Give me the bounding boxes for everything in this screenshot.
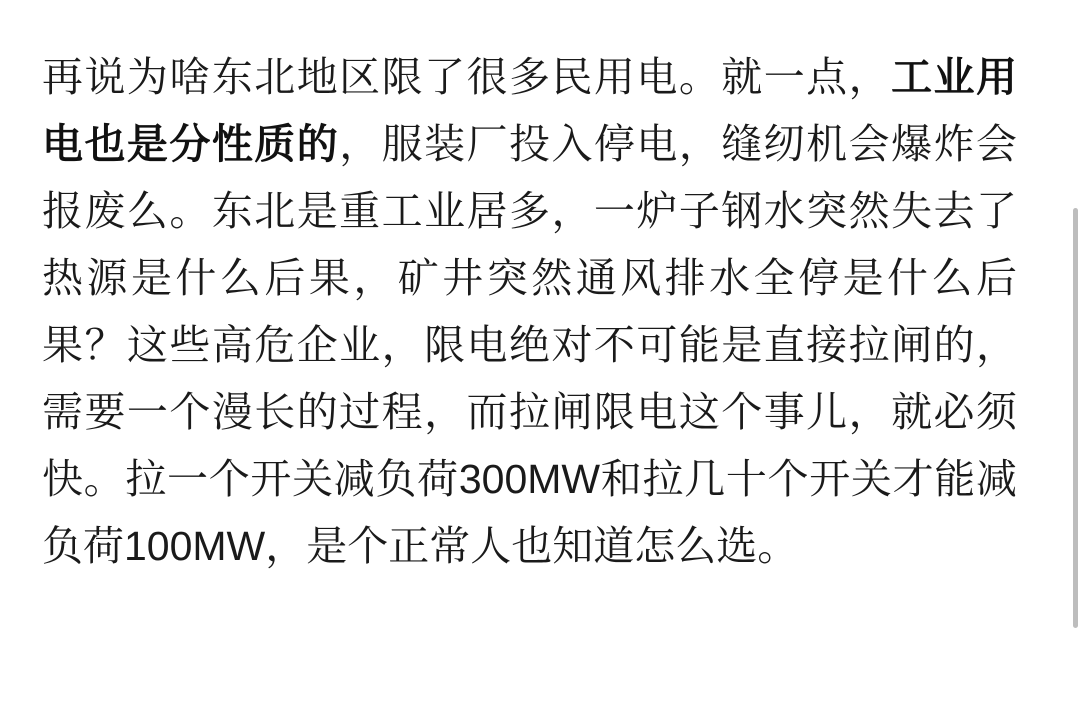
- text-run-3: ，服装厂投入停电，缝纫机会爆炸会报废么。东北是重工业居多，一炉子钢水突然失去了热源是什么后果，矿井突然通风排水全停是什么后果？这些高危企业，限电绝对不可能是直接拉闸的，需要一个漫长的过程，而拉闸限电这个事儿，就必须快。拉一个开关减负荷300MW和拉几十个开关才能减负荷100MW，是个正常人也知道怎么选。: [42, 121, 1018, 569]
- text-run-1: 再说为啥东北地区限了很多民用电。就一点，: [42, 54, 892, 100]
- document-body: [42, 44, 1017, 580]
- scrollbar-thumb[interactable]: [1073, 208, 1078, 628]
- paragraph-1: [42, 44, 1017, 580]
- text-run-2-bold: 工业用电也是分性质的: [42, 54, 1018, 167]
- vertical-scrollbar[interactable]: [1072, 0, 1080, 703]
